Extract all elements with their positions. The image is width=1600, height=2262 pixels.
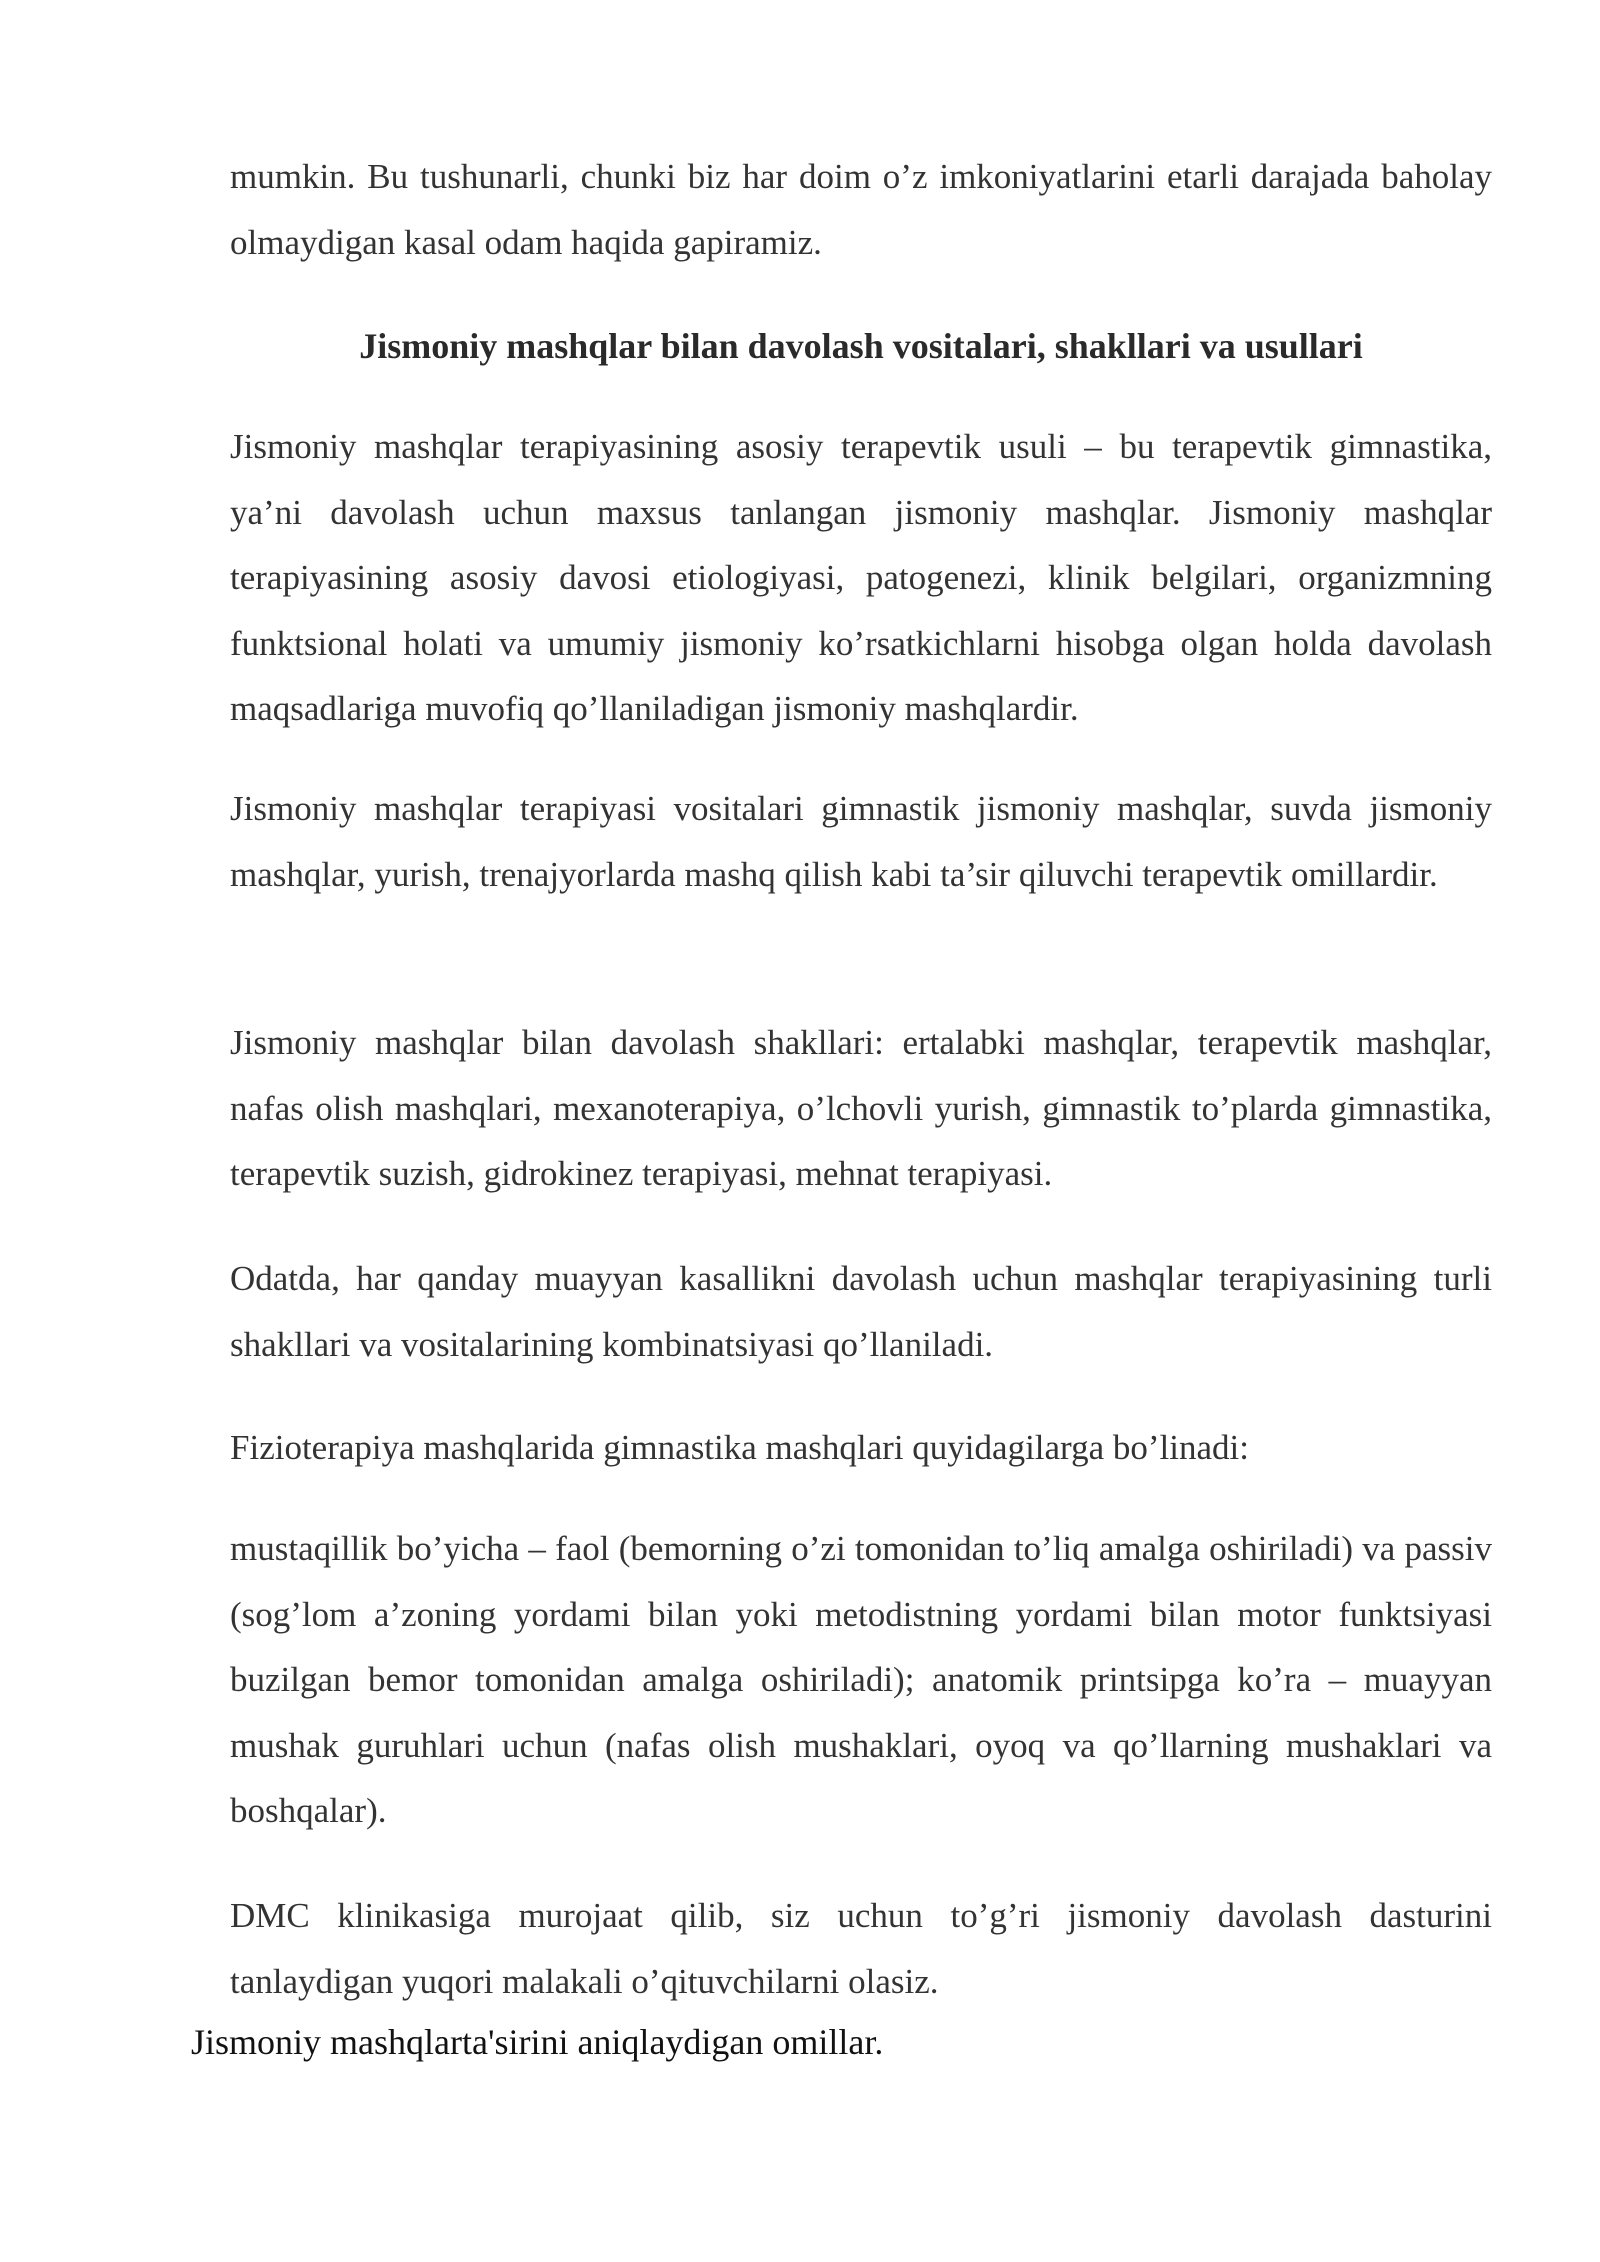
paragraph-intro-continuation: mumkin. Bu tushunarli, chunki biz har doim o’z imkoniyatlarini etarli darajada baholay olmaydigan kasal odam haqida gapiramiz. — [230, 157, 1492, 262]
paragraph-classification-intro: Fizioterapiya mashqlarida gimnastika mashqlari quyidagilarga bo’linadi: — [230, 1428, 1249, 1467]
section-heading: Jismoniy mashqlar bilan davolash vositalari, shakllari va usullari — [359, 326, 1363, 366]
paragraph-dmc-clinic: DMC klinikasiga murojaat qilib, siz uchun to’g’ri jismoniy davolash dasturini tanlaydigan yuqori malakali o’qituvchilarni olasiz. — [230, 1896, 1492, 2001]
closing-line: Jismoniy mashqlarta'sirini aniqlaydigan omillar. — [191, 2022, 884, 2062]
paragraph-treatment-forms: Jismoniy mashqlar bilan davolash shakllari: ertalabki mashqlar, terapevtik mashqlar, nafas olish mashqlari, mexanoterapiya, o’lchovli yurish, gimnastik to’plarda gimnastika, terapevtik suzish, gidrokinez terapiyasi, mehnat terapiyasi. — [230, 1023, 1492, 1193]
paragraph-therapeutic-gymnastics: Jismoniy mashqlar terapiyasining asosiy terapevtik usuli – bu terapevtik gimnastika, ya’ni davolash uchun maxsus tanlangan jismoniy mashqlar. Jismoniy mashqlar terapiyasining asosiy davosi etiologiyasi, patogenezi, klinik belgilari, organizmning funktsional holati va umumiy jismoniy ko’rsatkichlarni hisobga olgan holda davolash maqsadlariga muvofiq qo’llaniladigan jismoniy mashqlardir. — [230, 427, 1492, 728]
paragraph-classification-details: mustaqillik bo’yicha – faol (bemorning o’zi tomonidan to’liq amalga oshiriladi) va passiv (sog’lom a’zoning yordami bilan yoki metodistning yordami bilan motor funktsiyasi buzilgan bemor tomonidan amalga oshiriladi); anatomik printsipga ko’ra – muayyan mushak guruhlari uchun (nafas olish mushaklari, oyoq va qo’llarning mushaklari va boshqalar). — [230, 1529, 1492, 1830]
paragraph-therapy-means: Jismoniy mashqlar terapiyasi vositalari gimnastik jismoniy mashqlar, suvda jismoniy mashqlar, yurish, trenajyorlarda mashq qilish kabi ta’sir qiluvchi terapevtik omillardir. — [230, 789, 1492, 894]
paragraph-combination: Odatda, har qanday muayyan kasallikni davolash uchun mashqlar terapiyasining turli shakllari va vositalarining kombinatsiyasi qo’llaniladi. — [230, 1259, 1492, 1364]
